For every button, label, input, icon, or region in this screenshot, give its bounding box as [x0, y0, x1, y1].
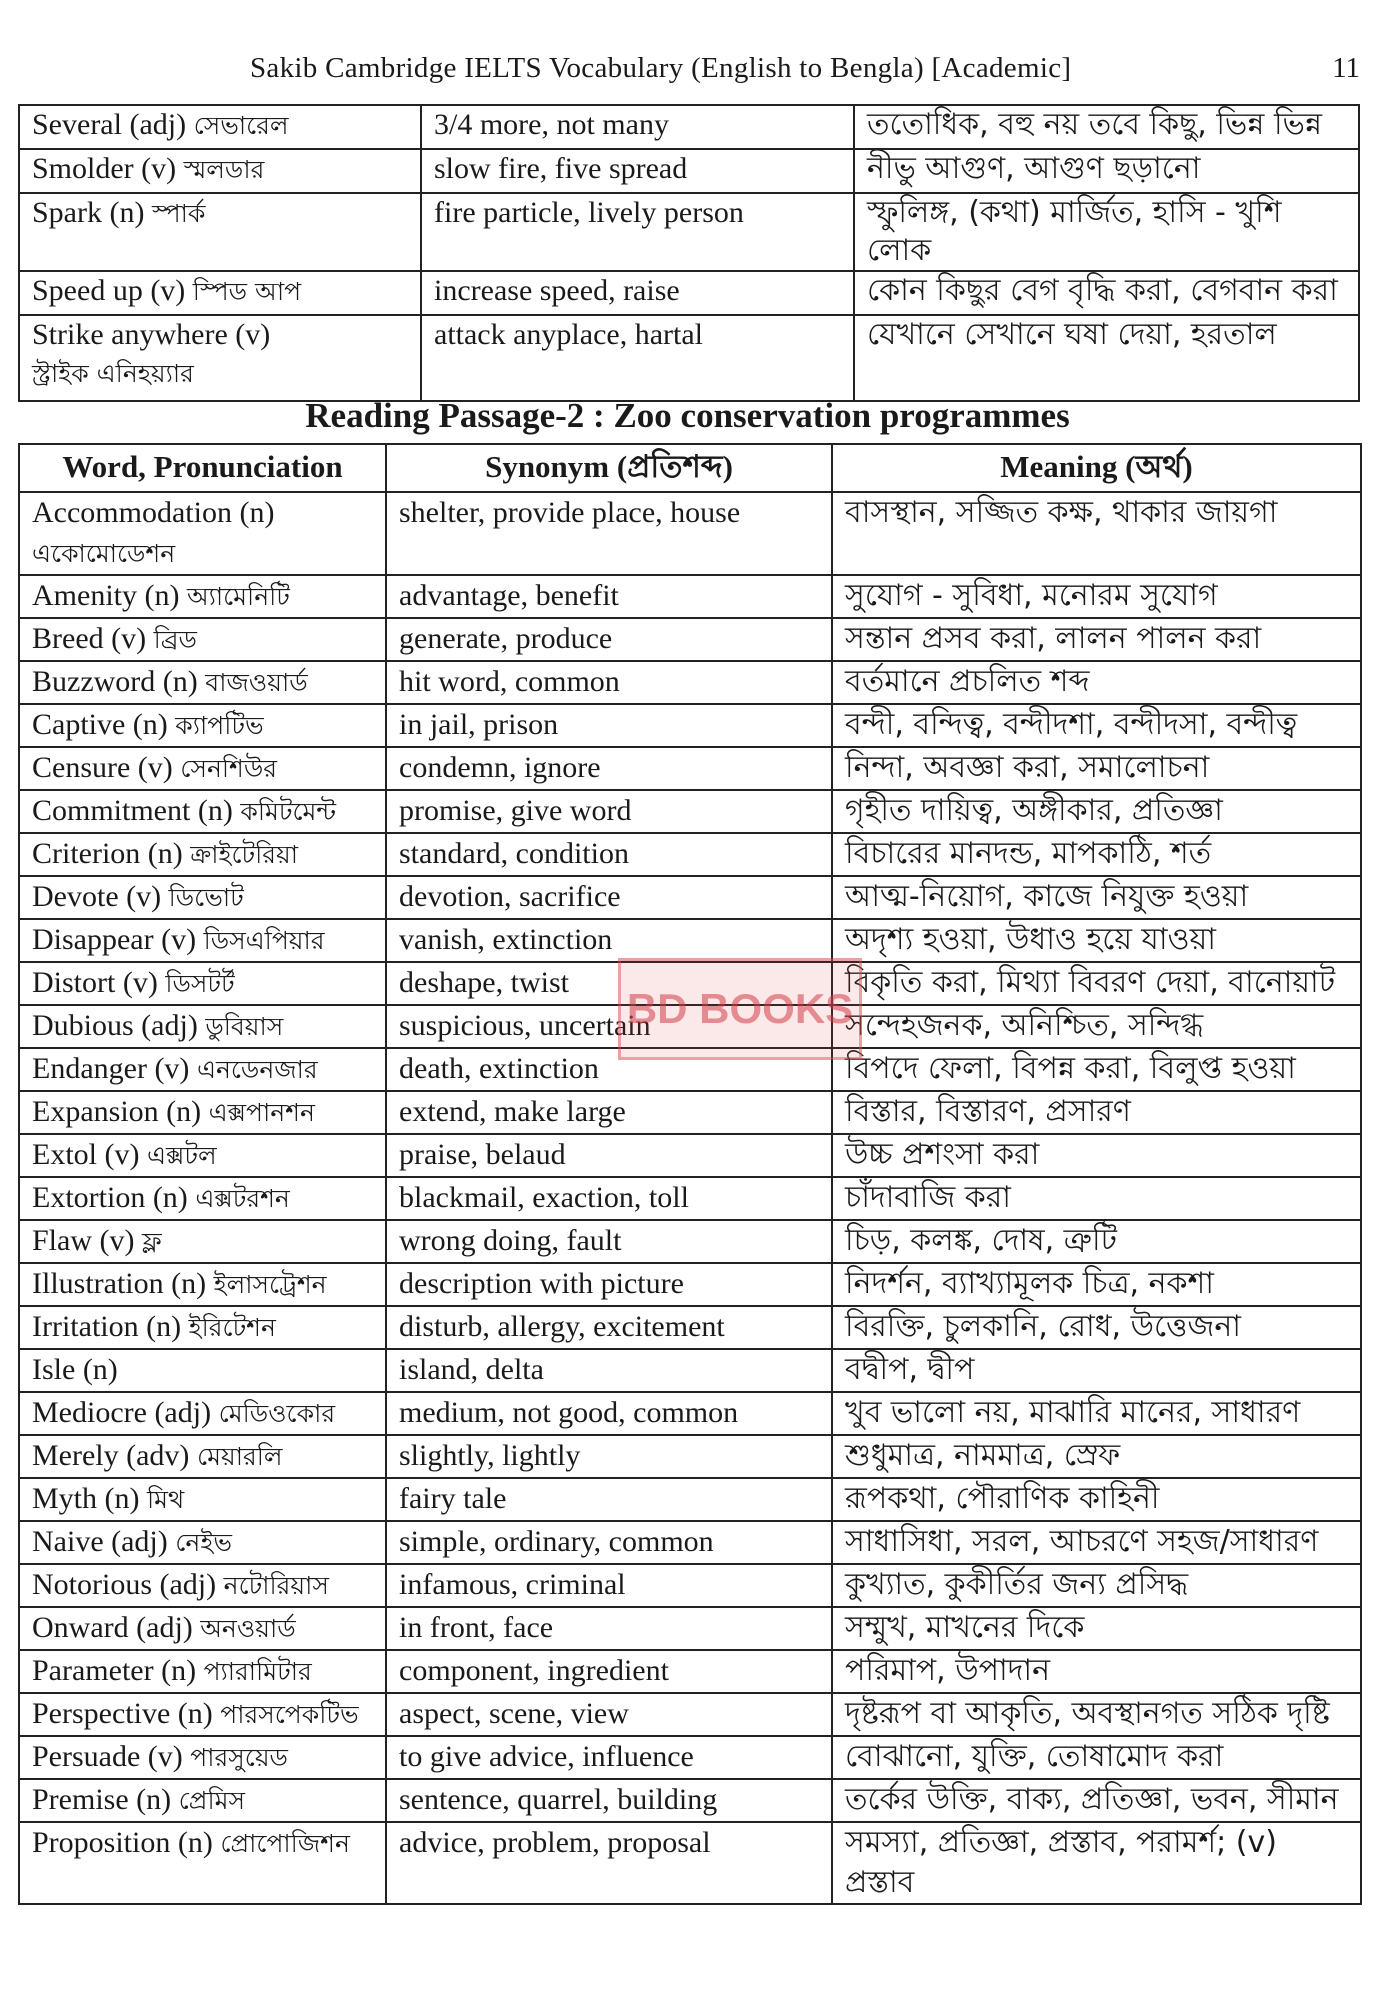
- table-row: [19, 919, 1361, 962]
- synonym-cell: fire particle, lively person: [421, 193, 854, 271]
- meaning-cell: বিচারের মানদন্ড, মাপকাঠি, শর্ত: [832, 833, 1361, 876]
- table-row: [19, 1306, 1361, 1349]
- word-cell: [19, 1306, 386, 1349]
- word-text: Irritation (n): [32, 1310, 182, 1343]
- table-row: [19, 1822, 1361, 1904]
- word-text: Parameter (n): [32, 1654, 197, 1687]
- word-text: Expansion (n): [32, 1095, 202, 1128]
- synonym-cell: aspect, scene, view: [386, 1693, 832, 1736]
- word-text: Disappear (v): [32, 923, 197, 956]
- table-row: [19, 1693, 1361, 1736]
- synonym-cell: in front, face: [386, 1607, 832, 1650]
- synonym-cell: devotion, sacrifice: [386, 876, 832, 919]
- pronunciation-text: ডিসটর্ট: [165, 969, 235, 998]
- table-row: [19, 1349, 1361, 1392]
- synonym-cell: increase speed, raise: [421, 271, 854, 315]
- table-row: [19, 492, 1361, 575]
- pronunciation-text: বাজওয়ার্ড: [205, 668, 308, 697]
- meaning-cell: অদৃশ্য হওয়া, উধাও হয়ে যাওয়া: [832, 919, 1361, 962]
- word-cell: [19, 1435, 386, 1478]
- word-text: Censure (v): [32, 751, 173, 784]
- pronunciation-text: ব্রিড: [153, 625, 197, 654]
- watermark-logo: BD BOOKS: [618, 958, 862, 1060]
- table-row: [19, 618, 1361, 661]
- word-text: Strike anywhere (v): [32, 318, 271, 351]
- meaning-cell: চাঁদাবাজি করা: [832, 1177, 1361, 1220]
- pronunciation-text: এক্সপানশন: [208, 1098, 315, 1127]
- table-row: [19, 704, 1361, 747]
- meaning-cell: গৃহীত দায়িত্ব, অঙ্গীকার, প্রতিজ্ঞা: [832, 790, 1361, 833]
- word-text: Dubious (adj): [32, 1009, 198, 1042]
- synonym-cell: advice, problem, proposal: [386, 1822, 832, 1904]
- meaning-cell: বদ্বীপ, দ্বীপ: [832, 1349, 1361, 1392]
- table-row: [19, 105, 1359, 149]
- synonym-cell: death, extinction: [386, 1048, 832, 1091]
- section-title: Reading Passage-2 : Zoo conservation programmes: [305, 396, 1070, 435]
- word-text: Mediocre (adj): [32, 1396, 212, 1429]
- synonym-cell: attack anyplace, hartal: [421, 315, 854, 401]
- meaning-cell: বিকৃতি করা, মিথ্যা বিবরণ দেয়া, বানোয়াট: [832, 962, 1361, 1005]
- pronunciation-text: ইরিটেশন: [188, 1313, 276, 1342]
- table-row: [19, 1392, 1361, 1435]
- meaning-cell: সুযোগ - সুবিধা, মনোরম সুযোগ: [832, 575, 1361, 618]
- header-title: Sakib Cambridge IELTS Vocabulary (English to Bengla) [Academic]: [250, 52, 1072, 84]
- table-header-row: [19, 444, 1361, 492]
- word-text: Distort (v): [32, 966, 158, 999]
- pronunciation-text: স্পার্ক: [151, 199, 206, 228]
- pronunciation-text: প্রেমিস: [178, 1786, 245, 1815]
- pronunciation-text: অ্যামেনিটি: [186, 582, 290, 611]
- synonym-cell: component, ingredient: [386, 1650, 832, 1693]
- table-row: [19, 790, 1361, 833]
- pronunciation-text: ইলাসট্রেশন: [213, 1270, 327, 1299]
- synonym-cell: description with picture: [386, 1263, 832, 1306]
- word-text: Extol (v): [32, 1138, 140, 1171]
- word-cell: [19, 876, 386, 919]
- meaning-cell: বিরক্তি, চুলকানি, রোধ, উত্তেজনা: [832, 1306, 1361, 1349]
- word-text: Onward (adj): [32, 1611, 193, 1644]
- meaning-cell: বোঝানো, যুক্তি, তোষামোদ করা: [832, 1736, 1361, 1779]
- word-text: Devote (v): [32, 880, 162, 913]
- word-text: Persuade (v): [32, 1740, 183, 1773]
- table-row: [19, 271, 1359, 315]
- meaning-cell: বিপদে ফেলা, বিপন্ন করা, বিলুপ্ত হওয়া: [832, 1048, 1361, 1091]
- word-cell: [19, 1177, 386, 1220]
- word-text: Captive (n): [32, 708, 168, 741]
- word-text: Spark (n): [32, 196, 145, 229]
- table-row: [19, 193, 1359, 271]
- word-text: Naive (adj): [32, 1525, 168, 1558]
- meaning-cell: স্ফুলিঙ্গ, (কথা) মার্জিত, হাসি - খুশি লোক: [854, 193, 1359, 271]
- synonym-cell: fairy tale: [386, 1478, 832, 1521]
- table-row: [19, 315, 1359, 401]
- synonym-cell: suspicious, uncertain: [386, 1005, 832, 1048]
- word-text: Notorious (adj): [32, 1568, 217, 1601]
- table-row: [19, 1779, 1361, 1822]
- word-text: Illustration (n): [32, 1267, 207, 1300]
- pronunciation-text: স্মলডার: [183, 155, 265, 184]
- meaning-cell: সন্তান প্রসব করা, লালন পালন করা: [832, 618, 1361, 661]
- pronunciation-text: নেইভ: [175, 1528, 232, 1557]
- table-row: [19, 1220, 1361, 1263]
- word-cell: [19, 1478, 386, 1521]
- word-cell: [19, 271, 421, 315]
- word-text: Speed up (v): [32, 274, 186, 307]
- pronunciation-text: ফ্ল: [141, 1227, 162, 1256]
- meaning-cell: উচ্চ প্রশংসা করা: [832, 1134, 1361, 1177]
- word-cell: [19, 704, 386, 747]
- word-text: Proposition (n): [32, 1826, 213, 1859]
- synonym-cell: disturb, allergy, excitement: [386, 1306, 832, 1349]
- synonym-cell: medium, not good, common: [386, 1392, 832, 1435]
- meaning-cell: ততোধিক, বহু নয় তবে কিছু, ভিন্ন ভিন্ন: [854, 105, 1359, 149]
- pronunciation-text: প্যারামিটার: [203, 1657, 312, 1686]
- word-cell: [19, 1048, 386, 1091]
- word-cell: [19, 1134, 386, 1177]
- header-word: Word, Pronunciation: [19, 444, 386, 492]
- word-text: Premise (n): [32, 1783, 172, 1816]
- pronunciation-text: পারসপেকটিভ: [220, 1700, 359, 1729]
- word-text: Myth (n): [32, 1482, 140, 1515]
- synonym-cell: praise, belaud: [386, 1134, 832, 1177]
- table-row: [19, 1263, 1361, 1306]
- word-cell: [19, 1736, 386, 1779]
- word-cell: [19, 1521, 386, 1564]
- meaning-cell: বর্তমানে প্রচলিত শব্দ: [832, 661, 1361, 704]
- pronunciation-text: ডিভোট: [168, 883, 244, 912]
- word-cell: [19, 1564, 386, 1607]
- pronunciation-text: ক্যাপটিভ: [175, 711, 264, 740]
- table-row: [19, 661, 1361, 704]
- word-cell: [19, 1091, 386, 1134]
- synonym-cell: to give advice, influence: [386, 1736, 832, 1779]
- word-cell: [19, 105, 421, 149]
- table-row: [19, 1177, 1361, 1220]
- table-row: [19, 1091, 1361, 1134]
- synonym-cell: extend, make large: [386, 1091, 832, 1134]
- word-text: Commitment (n): [32, 794, 233, 827]
- pronunciation-text: ডিসএপিয়ার: [203, 926, 325, 955]
- meaning-cell: খুব ভালো নয়, মাঝারি মানের, সাধারণ: [832, 1392, 1361, 1435]
- pronunciation-text: মেয়ারলি: [196, 1442, 283, 1471]
- synonym-cell: deshape, twist: [386, 962, 832, 1005]
- word-text: Several (adj): [32, 108, 187, 141]
- synonym-cell: simple, ordinary, common: [386, 1521, 832, 1564]
- table-row: [19, 1564, 1361, 1607]
- meaning-cell: সমস্যা, প্রতিজ্ঞা, প্রস্তাব, পরামর্শ; (v) প্রস্তাব: [832, 1822, 1361, 1904]
- meaning-cell: রূপকথা, পৌরাণিক কাহিনী: [832, 1478, 1361, 1521]
- synonym-cell: blackmail, exaction, toll: [386, 1177, 832, 1220]
- word-cell: [19, 492, 386, 575]
- word-cell: [19, 315, 421, 401]
- table-row: [19, 833, 1361, 876]
- meaning-cell: নিন্দা, অবজ্ঞা করা, সমালোচনা: [832, 747, 1361, 790]
- pronunciation-text: ডুবিয়াস: [205, 1012, 284, 1041]
- vocab-table: [18, 443, 1362, 1905]
- meaning-cell: বাসস্থান, সজ্জিত কক্ষ, থাকার জায়গা: [832, 492, 1361, 575]
- meaning-cell: সাধাসিধা, সরল, আচরণে সহজ/সাধারণ: [832, 1521, 1361, 1564]
- pronunciation-text: মেডিওকোর: [218, 1399, 336, 1428]
- pronunciation-text: একোমোডেশন: [32, 539, 176, 568]
- word-cell: [19, 1779, 386, 1822]
- word-text: Extortion (n): [32, 1181, 188, 1214]
- synonym-cell: condemn, ignore: [386, 747, 832, 790]
- word-text: Perspective (n): [32, 1697, 213, 1730]
- meaning-cell: শুধুমাত্র, নামমাত্র, স্রেফ: [832, 1435, 1361, 1478]
- pronunciation-text: এক্সটরশন: [195, 1184, 290, 1213]
- table-row: [19, 149, 1359, 193]
- table-row: [19, 1435, 1361, 1478]
- table-row: [19, 1478, 1361, 1521]
- word-text: Endanger (v): [32, 1052, 190, 1085]
- meaning-cell: কুখ্যাত, কুকীর্তির জন্য প্রসিদ্ধ: [832, 1564, 1361, 1607]
- table-row: [19, 1736, 1361, 1779]
- synonym-cell: sentence, quarrel, building: [386, 1779, 832, 1822]
- pronunciation-text: সেনশিউর: [180, 754, 278, 783]
- word-cell: [19, 747, 386, 790]
- word-text: Smolder (v): [32, 152, 177, 185]
- pronunciation-text: অনওয়ার্ড: [200, 1614, 296, 1643]
- word-cell: [19, 618, 386, 661]
- table-row: [19, 1607, 1361, 1650]
- meaning-cell: নিদর্শন, ব্যাখ্যামূলক চিত্র, নকশা: [832, 1263, 1361, 1306]
- word-text: Accommodation (n): [32, 496, 275, 529]
- synonym-cell: island, delta: [386, 1349, 832, 1392]
- synonym-cell: vanish, extinction: [386, 919, 832, 962]
- table-row: [19, 747, 1361, 790]
- word-text: Flaw (v): [32, 1224, 135, 1257]
- synonym-cell: wrong doing, fault: [386, 1220, 832, 1263]
- word-cell: [19, 1349, 386, 1392]
- synonym-cell: in jail, prison: [386, 704, 832, 747]
- synonym-cell: hit word, common: [386, 661, 832, 704]
- word-text: Merely (adv): [32, 1439, 190, 1472]
- page-number: 11: [1332, 52, 1360, 84]
- pronunciation-text: কমিটমেন্ট: [240, 797, 337, 826]
- word-cell: [19, 1263, 386, 1306]
- top-vocab-table: [18, 104, 1360, 402]
- synonym-cell: slightly, lightly: [386, 1435, 832, 1478]
- synonym-cell: promise, give word: [386, 790, 832, 833]
- word-cell: [19, 962, 386, 1005]
- page-header: [20, 52, 1360, 92]
- meaning-cell: আত্ম-নিয়োগ, কাজে নিযুক্ত হওয়া: [832, 876, 1361, 919]
- meaning-cell: সন্দেহজনক, অনিশ্চিত, সন্দিগ্ধ: [832, 1005, 1361, 1048]
- pronunciation-text: সেভারেল: [193, 111, 289, 140]
- meaning-cell: চিড়, কলঙ্ক, দোষ, ত্রুটি: [832, 1220, 1361, 1263]
- word-cell: [19, 661, 386, 704]
- word-text: Isle (n): [32, 1353, 118, 1386]
- table-row: [19, 1650, 1361, 1693]
- synonym-cell: generate, produce: [386, 618, 832, 661]
- word-cell: [19, 575, 386, 618]
- header-meaning: Meaning (অর্থ): [832, 444, 1361, 492]
- word-text: Amenity (n): [32, 579, 180, 612]
- word-cell: [19, 1607, 386, 1650]
- pronunciation-text: এনডেনজার: [196, 1055, 318, 1084]
- word-cell: [19, 919, 386, 962]
- pronunciation-text: পারসুয়েড: [190, 1743, 288, 1772]
- table-row: [19, 575, 1361, 618]
- table-row: [19, 1134, 1361, 1177]
- word-cell: [19, 1693, 386, 1736]
- synonym-cell: 3/4 more, not many: [421, 105, 854, 149]
- word-cell: [19, 790, 386, 833]
- meaning-cell: সম্মুখ, মাখনের দিকে: [832, 1607, 1361, 1650]
- word-cell: [19, 149, 421, 193]
- meaning-cell: বিস্তার, বিস্তারণ, প্রসারণ: [832, 1091, 1361, 1134]
- table-row: [19, 1521, 1361, 1564]
- word-cell: [19, 1220, 386, 1263]
- pronunciation-text: এক্সটল: [146, 1141, 217, 1170]
- meaning-cell: নীভু আগুণ, আগুণ ছড়ানো: [854, 149, 1359, 193]
- pronunciation-text: স্পিড আপ: [192, 277, 302, 306]
- table-row: [19, 876, 1361, 919]
- meaning-cell: তর্কের উক্তি, বাক্য, প্রতিজ্ঞা, ভবন, সীমান: [832, 1779, 1361, 1822]
- pronunciation-text: মিথ: [147, 1485, 185, 1514]
- meaning-cell: বন্দী, বন্দিত্ব, বন্দীদশা, বন্দীদসা, বন্দীত্ব: [832, 704, 1361, 747]
- pronunciation-text: ক্রাইটেরিয়া: [190, 840, 299, 869]
- pronunciation-text: নটোরিয়াস: [223, 1571, 329, 1600]
- word-text: Breed (v): [32, 622, 147, 655]
- meaning-cell: দৃষ্টরূপ বা আকৃতি, অবস্থানগত সঠিক দৃষ্টি: [832, 1693, 1361, 1736]
- pronunciation-text: স্ট্রাইক এনিহয়্যার: [32, 359, 194, 388]
- synonym-cell: standard, condition: [386, 833, 832, 876]
- word-cell: [19, 1822, 386, 1904]
- word-text: Buzzword (n): [32, 665, 198, 698]
- word-cell: [19, 833, 386, 876]
- meaning-cell: কোন কিছুর বেগ বৃদ্ধি করা, বেগবান করা: [854, 271, 1359, 315]
- word-cell: [19, 193, 421, 271]
- pronunciation-text: প্রোপোজিশন: [220, 1829, 350, 1858]
- word-cell: [19, 1392, 386, 1435]
- word-text: Criterion (n): [32, 837, 183, 870]
- header-synonym: Synonym (প্রতিশব্দ): [386, 444, 832, 492]
- word-cell: [19, 1005, 386, 1048]
- synonym-cell: advantage, benefit: [386, 575, 832, 618]
- synonym-cell: slow fire, five spread: [421, 149, 854, 193]
- meaning-cell: পরিমাপ, উপাদান: [832, 1650, 1361, 1693]
- meaning-cell: যেখানে সেখানে ঘষা দেয়া, হরতাল: [854, 315, 1359, 401]
- synonym-cell: infamous, criminal: [386, 1564, 832, 1607]
- word-cell: [19, 1650, 386, 1693]
- synonym-cell: shelter, provide place, house: [386, 492, 832, 575]
